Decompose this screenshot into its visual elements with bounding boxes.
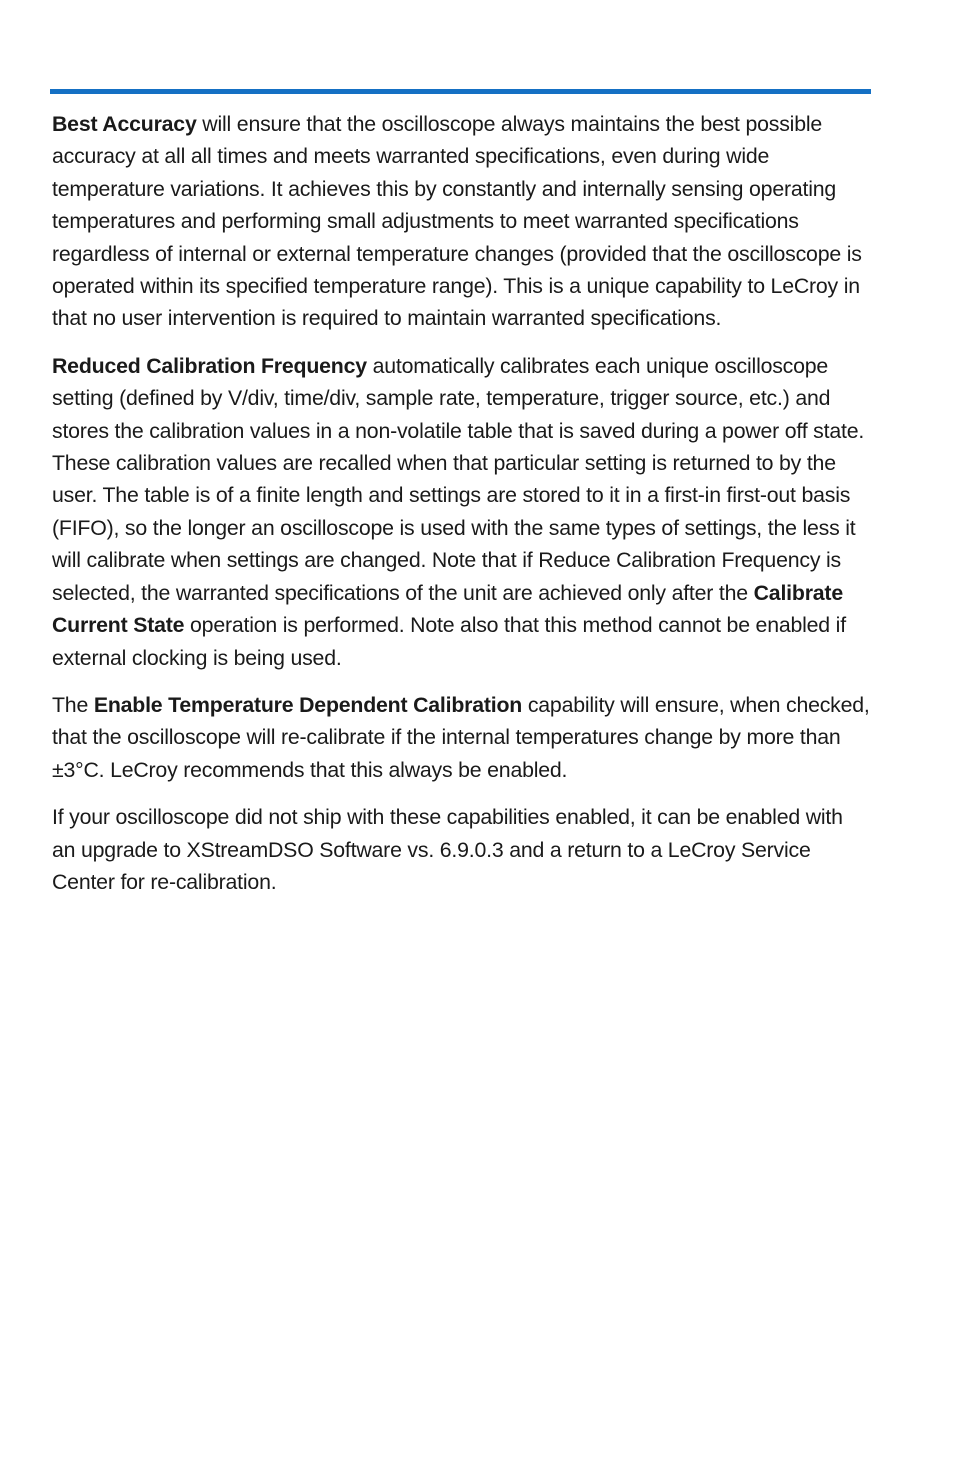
paragraph-text: will ensure that the oscilloscope always maintains the best possible accuracy at all all times and meets warranted specifications, even during wide temperature variations. It achieves this by constantly and internally sensing operating temperatures and performing small adjustments to meet warranted specifications regardless of internal or external temperature changes (provided that the oscilloscope is operated within its specified temperature range). This is a unique capability to LeCroy in that no user intervention is required to maintain warranted specifications. (52, 112, 862, 331)
term-enable-temperature-dependent-calibration: Enable Temperature Dependent Calibration (93, 692, 523, 717)
header-rule (50, 89, 871, 94)
paragraph-upgrade-note (52, 801, 870, 898)
paragraph-text: The (52, 692, 94, 717)
term-calibrate-current-state: Calibrate Current State (52, 580, 843, 638)
paragraph-text: automatically calibrates each unique oscilloscope setting (defined by V/div, time/div, sample rate, temperature, trigger source, etc.) and stores the calibration values in a non-volatile table that is saved during a power off state. These calibration values are recalled when that particular setting is returned to by the user. The table is of a finite length and settings are stored to it in a first-in first-out basis (FIFO), so the longer an oscilloscope is used with the same types of settings, the less it will calibrate when settings are changed. Note that if Reduce Calibration Frequency is selected, the warranted specifications of the unit are achieved only after the (52, 353, 865, 605)
term-best-accuracy: Best Accuracy (52, 112, 197, 136)
document-body (52, 108, 870, 913)
paragraph-reduced-calibration (52, 350, 870, 674)
paragraph-best-accuracy (52, 108, 870, 335)
paragraph-text: If your oscilloscope did not ship with these capabilities enabled, it can be enabled with an upgrade to XStreamDSO Software vs. 6.9.0.3 and a return to a LeCroy Service Center for re-calibration. (52, 805, 843, 894)
paragraph-temperature-calibration (52, 689, 870, 786)
term-reduced-calibration-frequency: Reduced Calibration Frequency (52, 353, 367, 378)
paragraph-text: operation is performed. Note also that this method cannot be enabled if external clocking is being used. (52, 613, 846, 670)
paragraph-text: capability will ensure, when checked, that the oscilloscope will re-calibrate if the internal temperatures change by more than ±3°C. LeCroy recommends that this always be enabled. (52, 692, 870, 782)
